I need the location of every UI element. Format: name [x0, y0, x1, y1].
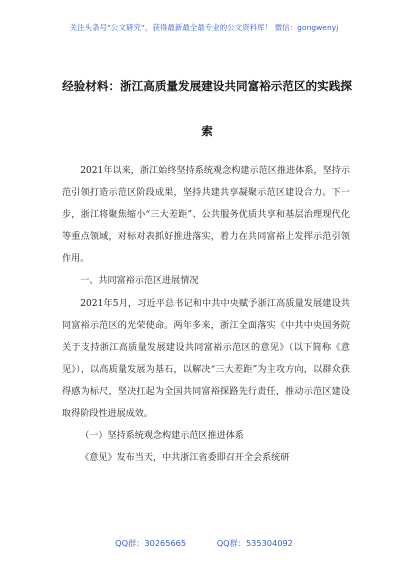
document-title: 经验材料：浙江高质量发展建设共同富裕示范区的实践探	[62, 79, 352, 93]
paragraph-mission: 2021年5月，习近平总书记和中共中央赋予浙江高质量发展建设共同富裕示范区的光荣使命。两年多来，浙江全面落实《中共中央国务院关于支持浙江高质量发展建设共同富裕示范区的意见》（以下简称《意见》），以高质量发展为基石，以解决“三大差距”为主攻方向，以群众获得感为标尺，坚决扛起为全国共同富裕探路先行责任，推动示范区建设取得阶段性进展成效。	[62, 298, 350, 420]
paragraph-intro: 2021年以来，浙江始终坚持系统观念构建示范区推进体系，坚持示范引领打造示范区阶段成果，坚持共建共享凝聚示范区建设合力。下一步，浙江将聚焦缩小“三大差距”、公共服务优质共享和基层治理现代化等重点领域，对标对表抓好推进落实，着力在共同富裕上发挥示范引领作用。	[62, 166, 350, 265]
promo-banner: 关注头条号“公文研究”，获得最新最全最专业的公文资料库！ 微信：gongwenyj	[69, 23, 339, 32]
subsection-heading-system: （一）坚持系统观念构建示范区推进体系	[80, 431, 244, 442]
paragraph-opinion: 《意见》发布当天，中共浙江省委即召开全会系统研	[80, 453, 290, 464]
document-title-continued: 索	[201, 124, 213, 138]
footer-contact	[0, 538, 408, 549]
document-body	[62, 160, 350, 469]
qq-group-1: QQ群：30265665	[115, 538, 187, 548]
qq-group-2: QQ群：535304092	[216, 538, 293, 548]
section-heading-progress: 一、共同富裕示范区进展情况	[80, 276, 199, 287]
